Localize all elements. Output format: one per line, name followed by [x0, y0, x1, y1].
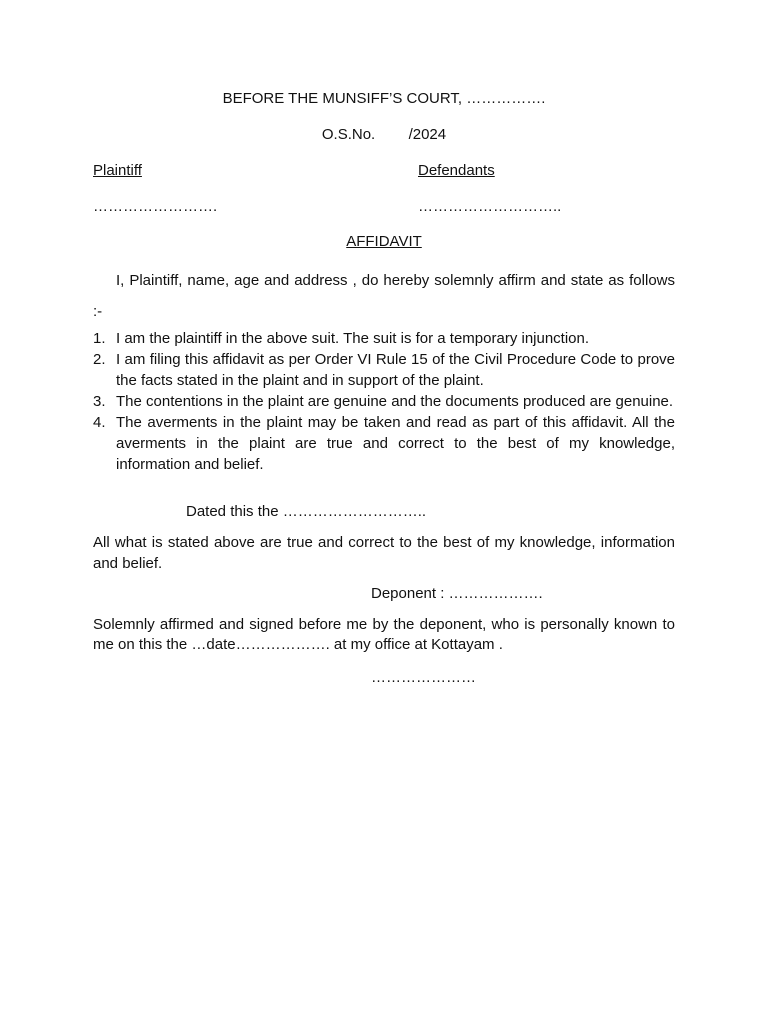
intro-paragraph: I, Plaintiff, name, age and address , do hereby solemnly affirm and state as follows :- [93, 272, 675, 320]
plaintiff-label: Plaintiff [93, 162, 142, 179]
item-text: I am the plaintiff in the above suit. The suit is for a temporary injunction. [116, 330, 590, 347]
deponent-line: Deponent : ………………. [371, 585, 543, 602]
numbered-statements [93, 328, 675, 475]
item-number: 3. [93, 393, 106, 410]
plaintiff-blank: ……………………. [93, 198, 218, 215]
item-number: 4. [93, 414, 106, 431]
list-item [93, 349, 675, 391]
affirmation-paragraph: Solemnly affirmed and signed before me by the deponent, who is personally known to me on this the …date………………. at my office at Kottayam . [93, 616, 675, 653]
list-item [93, 412, 675, 475]
case-number: O.S.No. /2024 [321, 126, 447, 143]
item-text: The averments in the plaint may be taken and read as part of this affidavit. All the averments in the plaint are true and correct to the best of my knowledge, information and belief. [116, 414, 675, 473]
defendants-blank: ……………………….. [418, 198, 562, 215]
list-item [93, 391, 675, 412]
item-number: 1. [93, 330, 106, 347]
court-title: BEFORE THE MUNSIFF’S COURT, ……………. [222, 90, 546, 107]
item-text: The contentions in the plaint are genuine and the documents produced are genuine. [116, 393, 674, 410]
item-number: 2. [93, 351, 106, 368]
defendants-label: Defendants [418, 162, 495, 179]
signature-blank: ………………… [371, 669, 476, 686]
list-item [93, 328, 675, 349]
truth-statement: All what is stated above are true and correct to the best of my knowledge, information and belief. [93, 534, 675, 572]
item-text: I am filing this affidavit as per Order VI Rule 15 of the Civil Procedure Code to prove the facts stated in the plaint and in support of the plaint. [116, 351, 675, 389]
dated-line: Dated this the ……………………….. [186, 503, 427, 520]
affidavit-heading: AFFIDAVIT [346, 233, 422, 250]
affidavit-page [93, 0, 675, 1024]
